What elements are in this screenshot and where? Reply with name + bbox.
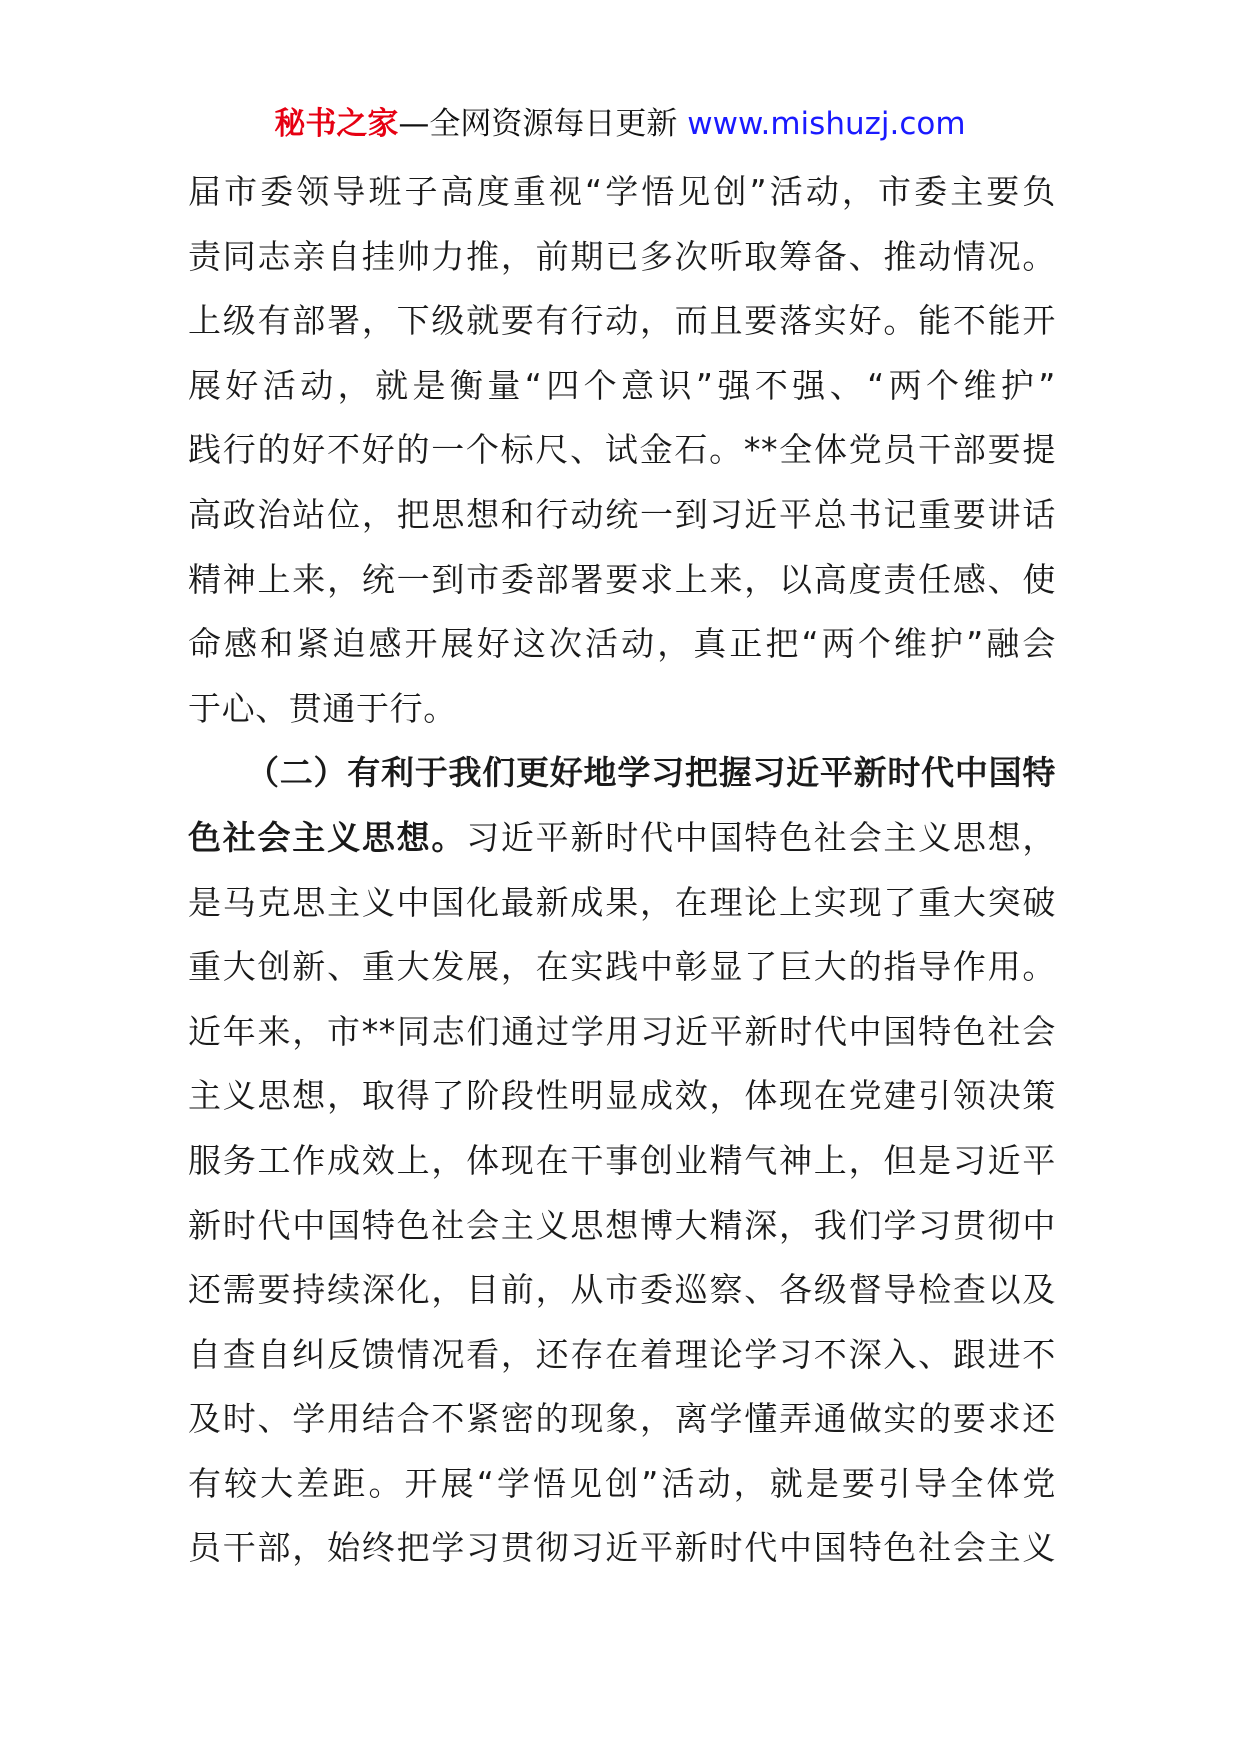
section-heading-end: 色社会主义思想。 <box>188 817 467 857</box>
paragraph-line: 服务工作成效上，体现在干事创业精气神上，但是习近平 <box>188 1140 1056 1180</box>
paragraph-line: 有较大差距。开展“学悟见创”活动，就是要引导全体党 <box>188 1463 1056 1503</box>
paragraph-line: 践行的好不好的一个标尺、试金石。**全体党员干部要提 <box>188 430 1056 470</box>
paragraph-line: 重大创新、重大发展，在实践中彰显了巨大的指导作用。 <box>188 947 1056 987</box>
paragraph-line: 员干部，始终把学习贯彻习近平新时代中国特色社会主义 <box>188 1528 1056 1568</box>
paragraph-line: 主义思想，取得了阶段性明显成效，体现在党建引领决策 <box>188 1076 1056 1116</box>
paragraph-line: 责同志亲自挂帅力推，前期已多次听取筹备、推动情况。 <box>188 236 1056 276</box>
header-tagline: —全网资源每日更新 <box>398 106 678 142</box>
paragraph-line: 展好活动，就是衡量“四个意识”强不强、“两个维护” <box>188 365 1056 405</box>
paragraph-line: 还需要持续深化，目前，从市委巡察、各级督导检查以及 <box>188 1270 1056 1310</box>
site-url-link[interactable]: www.mishuzj.com <box>687 106 966 142</box>
paragraph-line: 新时代中国特色社会主义思想博大精深，我们学习贯彻中 <box>188 1205 1056 1245</box>
brand-name: 秘书之家 <box>274 106 399 142</box>
paragraph-line: 及时、学用结合不紧密的现象，离学懂弄通做实的要求还 <box>188 1399 1056 1439</box>
section-heading-continuation <box>188 806 1056 871</box>
paragraph-line: 命感和紧迫感开展好这次活动，真正把“两个维护”融会 <box>188 624 1056 664</box>
paragraph-line-text: 习近平新时代中国特色社会主义思想， <box>466 817 1056 857</box>
paragraph-line: 近年来，市**同志们通过学用习近平新时代中国特色社会 <box>188 1011 1056 1051</box>
paragraph-line: 届市委领导班子高度重视“学悟见创”活动，市委主要负 <box>188 172 1056 211</box>
document-body <box>188 160 1056 1581</box>
paragraph-line: 精神上来，统一到市委部署要求上来，以高度责任感、使 <box>188 559 1056 599</box>
section-heading: （二）有利于我们更好地学习把握习近平新时代中国特 <box>246 753 1056 793</box>
paragraph-line: 自查自纠反馈情况看，还存在着理论学习不深入、跟进不 <box>188 1334 1056 1374</box>
paragraph-line: 高政治站位，把思想和行动统一到习近平总书记重要讲话 <box>188 494 1056 534</box>
paragraph-line: 于心、贯通于行。 <box>188 688 457 728</box>
paragraph-line: 是马克思主义中国化最新成果，在理论上实现了重大突破 <box>188 882 1056 922</box>
paragraph-line: 上级有部署，下级就要有行动，而且要落实好。能不能开 <box>188 301 1056 341</box>
site-header <box>0 100 1240 148</box>
